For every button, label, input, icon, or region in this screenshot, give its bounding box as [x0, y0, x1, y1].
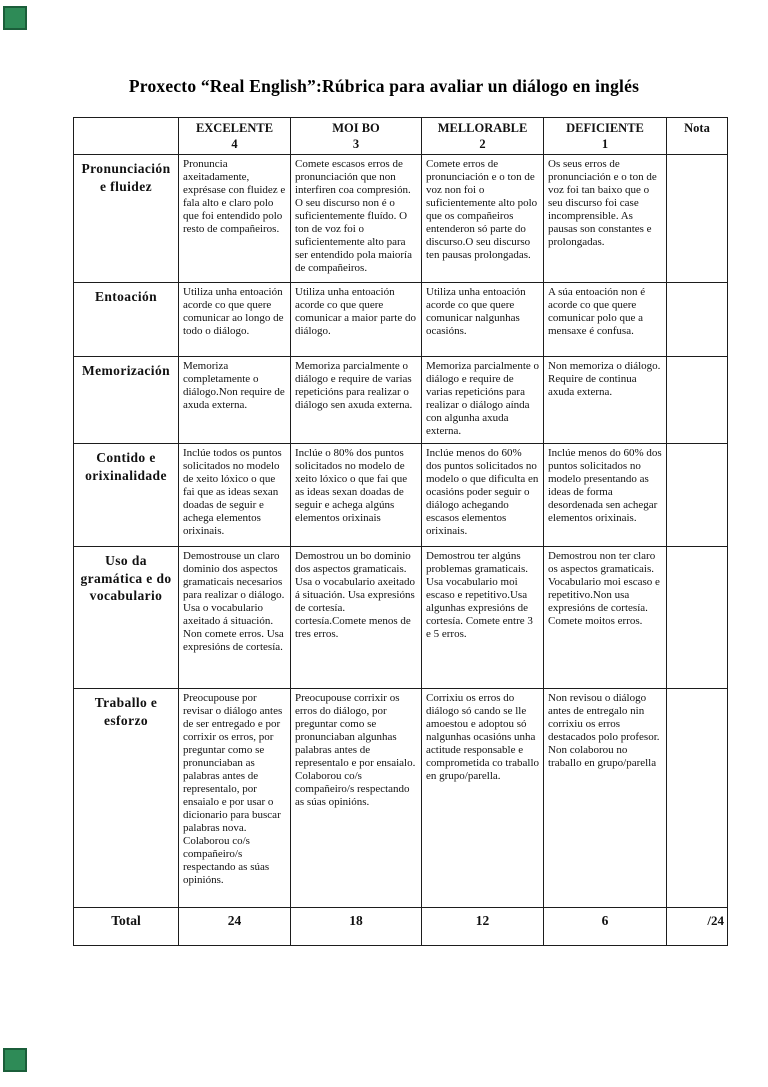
header-label: DEFICIENTE [566, 121, 644, 135]
criterion-label: Entoación [74, 283, 179, 357]
cell-moi-bo: Comete escasos erros de pronunciación que non interfiren coa compresión. O seu discurso non é o suficientemente fluído. O ton de voz foi o suficientemente alto para ser entendido pola maioría de compañeiros. [291, 155, 422, 283]
cell-moi-bo: Utiliza unha entoación acorde co que quere comunicar a maior parte do diálogo. [291, 283, 422, 357]
table-row [74, 155, 728, 283]
cell-excelente: Inclúe todos os puntos solicitados no modelo de xeito lóxico o que fai que as ideas sexan doadas de seguir e achega elementos orixinais. [179, 444, 291, 547]
criterion-label: Pronunciación e fluidez [74, 155, 179, 283]
header-mellorable [422, 118, 544, 155]
cell-mellorable: Corrixiu os erros do diálogo só cando se lle amoestou e adoptou só nalgunhas ocasións unha actitude responsable e comprometida co traballo en grupo/parella. [422, 689, 544, 908]
table-row [74, 689, 728, 908]
total-moi-bo: 18 [291, 908, 422, 946]
cell-nota [667, 155, 728, 283]
cell-deficiente: Os seus erros de pronunciación e o ton de voz foi tan baixo que o seu discurso foi case incomprensible. As pausas son constantes e prolongadas. [544, 155, 667, 283]
cell-mellorable: Demostrou ter algúns problemas gramaticais. Usa vocabulario moi escaso e repetitivo.Usa algunhas expresións de cortesía. Comete entre 3 e 5 erros. [422, 547, 544, 689]
header-row [74, 118, 728, 155]
cell-mellorable: Utiliza unha entoación acorde co que quere comunicar nalgunhas ocasións. [422, 283, 544, 357]
table-row [74, 444, 728, 547]
total-label: Total [74, 908, 179, 946]
criterion-label: Traballo e esforzo [74, 689, 179, 908]
cell-nota [667, 283, 728, 357]
cell-deficiente: Inclúe menos do 60% dos puntos solicitados no modelo presentando as ideas de forma desordenada sen achegar elementos orixinais. [544, 444, 667, 547]
page-marker-top-icon [3, 6, 27, 30]
criterion-label: Memorización [74, 357, 179, 444]
header-label: Nota [684, 121, 710, 135]
cell-moi-bo: Demostrou un bo dominio dos aspectos gramaticais. Usa o vocabulario axeitado á situación. Usa expresións de cortesía. cortesía.Comete menos de tres erros. [291, 547, 422, 689]
cell-mellorable: Comete erros de pronunciación e o ton de voz non foi o suficientemente alto polo que os compañeiros entenderon só parte do discurso.O seu discurso ten pausas prolongadas. [422, 155, 544, 283]
total-excelente: 24 [179, 908, 291, 946]
header-nota [667, 118, 728, 155]
total-nota: /24 [667, 908, 728, 946]
header-deficiente [544, 118, 667, 155]
header-excelente [179, 118, 291, 155]
cell-excelente: Utiliza unha entoación acorde co que quere comunicar ao longo de todo o diálogo. [179, 283, 291, 357]
cell-deficiente: A súa entoación non é acorde co que quere comunicar polo que a mensaxe é confusa. [544, 283, 667, 357]
cell-moi-bo: Memoriza parcialmente o diálogo e require de varias repeticións para realizar o diálogo sen axuda externa. [291, 357, 422, 444]
cell-mellorable: Inclúe menos do 60% dos puntos solicitados no modelo o que dificulta en ocasións poder seguir o diálogo achegando escasos elementos orixinais. [422, 444, 544, 547]
header-sub: 1 [601, 136, 609, 151]
cell-moi-bo: Preocupouse corrixir os erros do diálogo, por preguntar como se pronunciaban algunhas palabras antes de representalo e por ensaialo. Colaborou co/s compañeiro/s respectando as súas opinións. [291, 689, 422, 908]
table-row [74, 283, 728, 357]
cell-excelente: Memoriza completamente o diálogo.Non require de axuda externa. [179, 357, 291, 444]
cell-deficiente: Demostrou non ter claro os aspectos gramaticais. Vocabulario moi escaso e repetitivo.Non usa expresións de cortesía. Comete moitos erros. [544, 547, 667, 689]
table-row [74, 547, 728, 689]
total-deficiente: 6 [544, 908, 667, 946]
header-sub: 3 [352, 136, 360, 151]
cell-nota [667, 547, 728, 689]
cell-excelente: Pronuncia axeitadamente, exprésase con fluidez e fala alto e claro polo que foi entendido polo resto de compañeiros. [179, 155, 291, 283]
total-row [74, 908, 728, 946]
rubric-table [73, 117, 728, 946]
cell-mellorable: Memoriza parcialmente o diálogo e require de varias repeticións para realizar o diálogo aínda con algunha axuda externa. [422, 357, 544, 444]
cell-moi-bo: Inclúe o 80% dos puntos solicitados no modelo de xeito lóxico o que fai que as ideas sexan doadas de seguir e achega algúns elementos orixinais [291, 444, 422, 547]
header-criterion [74, 118, 179, 155]
total-mellorable: 12 [422, 908, 544, 946]
cell-nota [667, 357, 728, 444]
cell-deficiente: Non revisou o diálogo antes de entregalo nin corrixiu os erros destacados polo profesor. Non colaborou no traballo en grupo/parella [544, 689, 667, 908]
page-marker-bottom-icon [3, 1048, 27, 1072]
page-title: Proxecto “Real English”:Rúbrica para avaliar un diálogo en inglés [128, 76, 640, 96]
cell-nota [667, 444, 728, 547]
cell-excelente: Demostrouse un claro dominio dos aspectos gramaticais necesarios para realizar o diálogo. Usa o vocabulario axeitado á situación. Non comete erros. Usa expresións de cortesía. [179, 547, 291, 689]
header-moi-bo [291, 118, 422, 155]
table-row [74, 357, 728, 444]
criterion-label: Contido e orixinalidade [74, 444, 179, 547]
header-sub: 2 [479, 136, 486, 151]
cell-deficiente: Non memoriza o diálogo. Require de continua axuda externa. [544, 357, 667, 444]
cell-nota [667, 689, 728, 908]
criterion-label: Uso da gramática e do vocabulario [74, 547, 179, 689]
header-sub: 4 [231, 136, 238, 151]
header-label: EXCELENTE [195, 121, 274, 135]
cell-excelente: Preocupouse por revisar o diálogo antes de ser entregado e por corrixir os erros, por preguntar como se pronunciaban as palabras antes de representalo, por ensaialo e por usar o dicionario para buscar palabras nova. Colaborou co/s compañeiro/s respectando as súas opinións. [179, 689, 291, 908]
header-label: MELLORABLE [437, 121, 528, 135]
header-label: MOI BO [332, 121, 380, 135]
